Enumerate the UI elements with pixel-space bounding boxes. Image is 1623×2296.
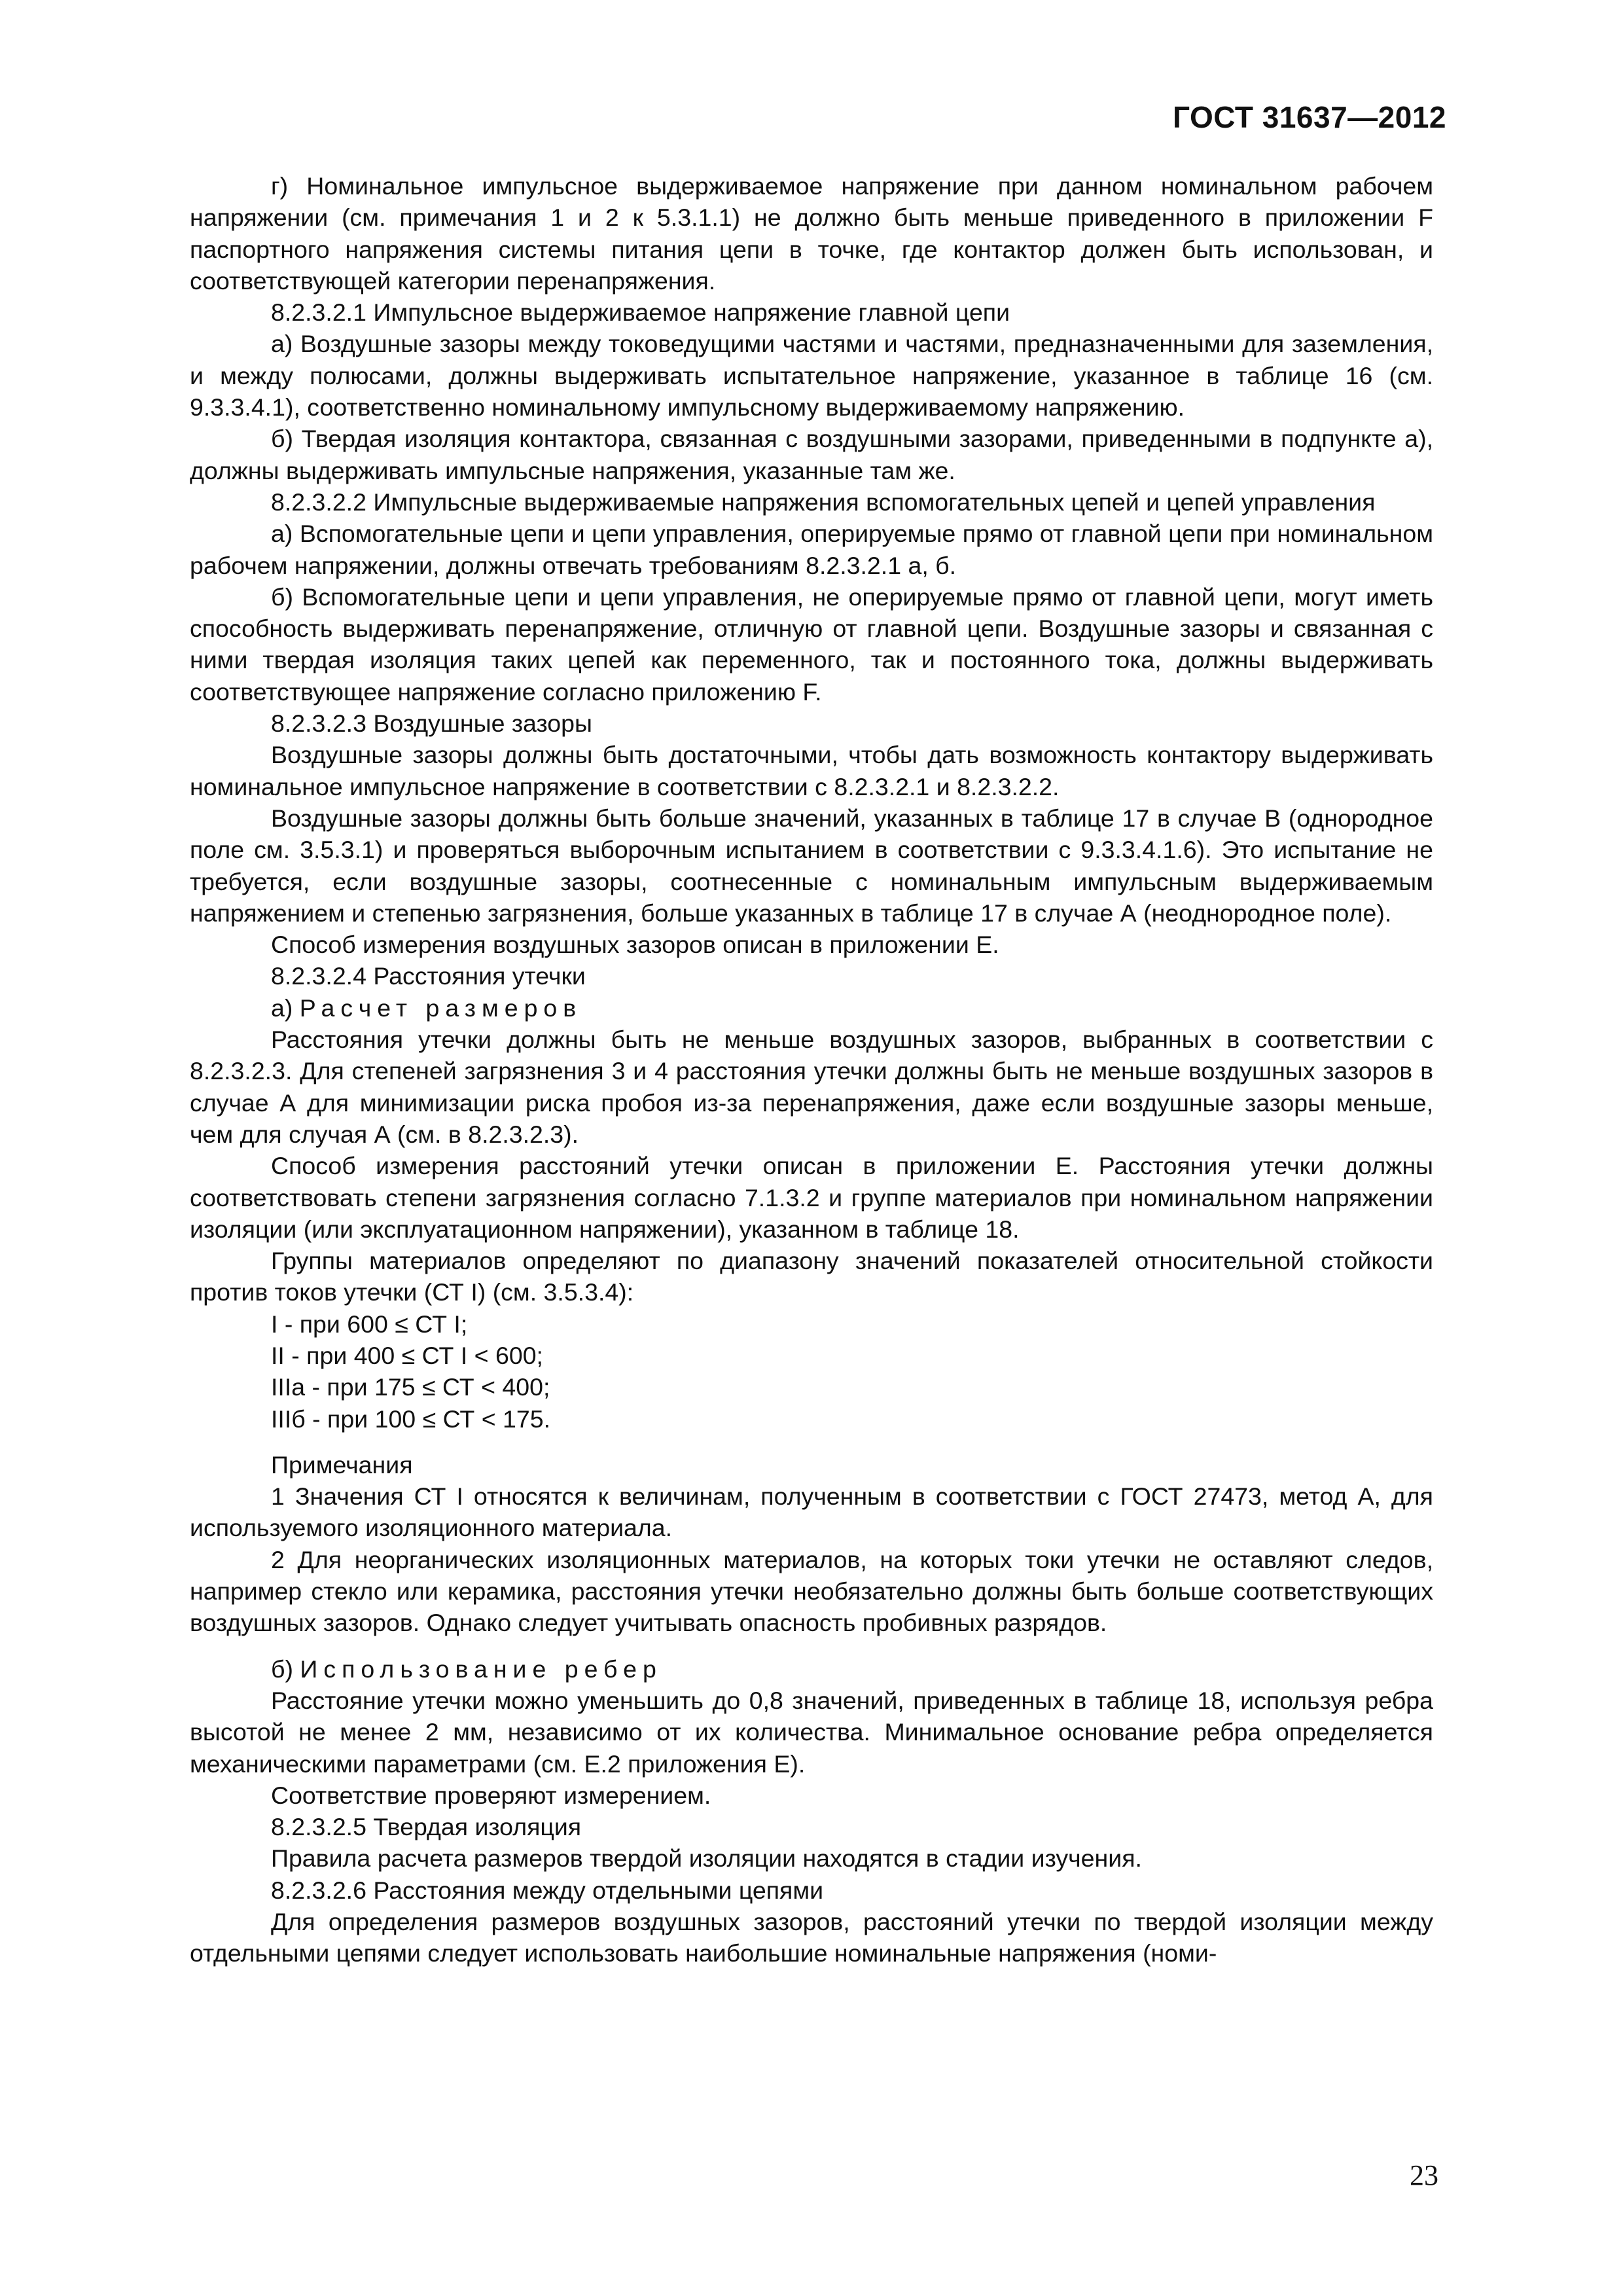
section-heading: 8.2.3.2.2 Импульсные выдерживаемые напряжения вспомогательных цепей и цепей управления <box>271 488 1376 516</box>
spacer <box>190 1435 1433 1449</box>
list-item: I - при 600 ≤ СТ I; <box>271 1310 468 1338</box>
notes-title: Примечания <box>271 1450 413 1479</box>
list-item: IIIа - при 175 ≤ СТ < 400; <box>271 1373 550 1401</box>
paragraph: Воздушные зазоры должны быть больше значений, указанных в таблице 17 в случае В (однородное поле см. 3.5.3.1) и проверяться выборочным испытанием в соответствии с 9.3.3.4.1.6). Это испытание не требуется, если воздушные зазоры, соотнесенные с номинальным импульсным выдерживаемым напряжением и степенью загрязнения, больше указанных в таблице 17 в случае А (неоднородное поле). <box>190 804 1433 927</box>
list-item: II - при 400 ≤ СТ I < 600; <box>271 1341 543 1369</box>
paragraph: Соответствие проверяют измерением. <box>271 1781 711 1809</box>
paragraph: Правила расчета размеров твердой изоляции находятся в стадии изучения. <box>271 1844 1142 1873</box>
list-item: IIIб - при 100 ≤ СТ < 175. <box>271 1405 551 1433</box>
paragraph: б) Твердая изоляция контактора, связанная с воздушными зазорами, приведенными в подпункте а), должны выдерживать импульсные напряжения, указанные там же. <box>190 425 1433 484</box>
section-heading: 8.2.3.2.4 Расстояния утечки <box>271 962 586 990</box>
paragraph: Расстояния утечки должны быть не меньше воздушных зазоров, выбранных в соответствии с 8.2.3.2.3. Для степеней загрязнения 3 и 4 расстояния утечки должны быть не меньше воздушных зазоров в случае А для минимизации риска пробоя из-за перенапряжения, даже если воздушные зазоры меньше, чем для случая А (см. в 8.2.3.2.3). <box>190 1026 1433 1148</box>
paragraph: Способ измерения расстояний утечки описан в приложении Е. Расстояния утечки должны соответствовать степени загрязнения согласно 7.1.3.2 и группе материалов при номинальном напряжении изоляции (или эксплуатационном напряжении), указанном в таблице 18. <box>190 1152 1433 1243</box>
subsection-prefix: б) <box>271 1655 293 1683</box>
paragraph: а) Вспомогательные цепи и цепи управления, оперируемые прямо от главной цепи при номинальном рабочем напряжении, должны отвечать требованиям 8.2.3.2.1 а, б. <box>190 520 1433 579</box>
subsection-title: Расчет размеров <box>299 994 582 1022</box>
document-body <box>190 170 1433 1969</box>
spacer <box>190 1639 1433 1653</box>
paragraph: б) Вспомогательные цепи и цепи управления, не оперируемые прямо от главной цепи, могут иметь способность выдерживать перенапряжение, отличную от главной цепи. Воздушные зазоры и связанная с ними твердая изоляция таких цепей как переменного, так и постоянного тока, должны выдерживать соответствующее напряжение согласно приложению F. <box>190 583 1433 706</box>
section-heading: 8.2.3.2.1 Импульсное выдерживаемое напряжение главной цепи <box>271 298 1010 327</box>
subsection-prefix: а) <box>271 994 293 1022</box>
note-item: 1 Значения СТ I относятся к величинам, полученным в соответствии с ГОСТ 27473, метод А, для используемого изоляционного материала. <box>190 1482 1433 1542</box>
paragraph: а) Воздушные зазоры между токоведущими частями и частями, предназначенными для заземления, и между полюсами, должны выдерживать испытательное напряжение, указанное в таблице 16 (см. 9.3.3.4.1), соответственно номинальному импульсному выдерживаемому напряжению. <box>190 330 1433 422</box>
paragraph: Воздушные зазоры должны быть достаточными, чтобы дать возможность контактору выдерживать номинальное импульсное напряжение в соответствии с 8.2.3.2.1 и 8.2.3.2.2. <box>190 741 1433 800</box>
section-heading: 8.2.3.2.6 Расстояния между отдельными цепями <box>271 1876 824 1904</box>
paragraph: Группы материалов определяют по диапазону значений показателей относительной стойкости против токов утечки (СТ I) (см. 3.5.3.4): <box>190 1247 1433 1306</box>
paragraph: Для определения размеров воздушных зазоров, расстояний утечки по твердой изоляции между отдельными цепями следует использовать наибольшие номинальные напряжения (номи- <box>190 1908 1433 1967</box>
subsection-heading <box>190 992 1433 1024</box>
paragraph: Способ измерения воздушных зазоров описан в приложении Е. <box>271 931 999 959</box>
note-item: 2 Для неорганических изоляционных материалов, на которых токи утечки не оставляют следов, например стекло или керамика, расстояния утечки необязательно должны быть больше соответствующих воздушных зазоров. Однако следует учитывать опасность пробивных разрядов. <box>190 1545 1433 1637</box>
page-number: 23 <box>1410 2159 1438 2191</box>
document-header: ГОСТ 31637—2012 <box>1173 100 1446 134</box>
subsection-heading <box>190 1653 1433 1685</box>
section-heading: 8.2.3.2.3 Воздушные зазоры <box>271 709 592 738</box>
subsection-title: Использование ребер <box>300 1655 662 1683</box>
section-heading: 8.2.3.2.5 Твердая изоляция <box>271 1813 582 1841</box>
paragraph: г) Номинальное импульсное выдерживаемое напряжение при данном номинальном рабочем напряжении (см. примечания 1 и 2 к 5.3.1.1) не должно быть меньше приведенного в приложении F паспортного напряжения системы питания цепи в точке, где контактор должен быть использован, и соответствующей категории перенапряжения. <box>190 172 1433 295</box>
paragraph: Расстояние утечки можно уменьшить до 0,8 значений, приведенных в таблице 18, используя ребра высотой не менее 2 мм, независимо от их количества. Минимальное основание ребра определяется механическими параметрами (см. Е.2 приложения Е). <box>190 1686 1433 1778</box>
